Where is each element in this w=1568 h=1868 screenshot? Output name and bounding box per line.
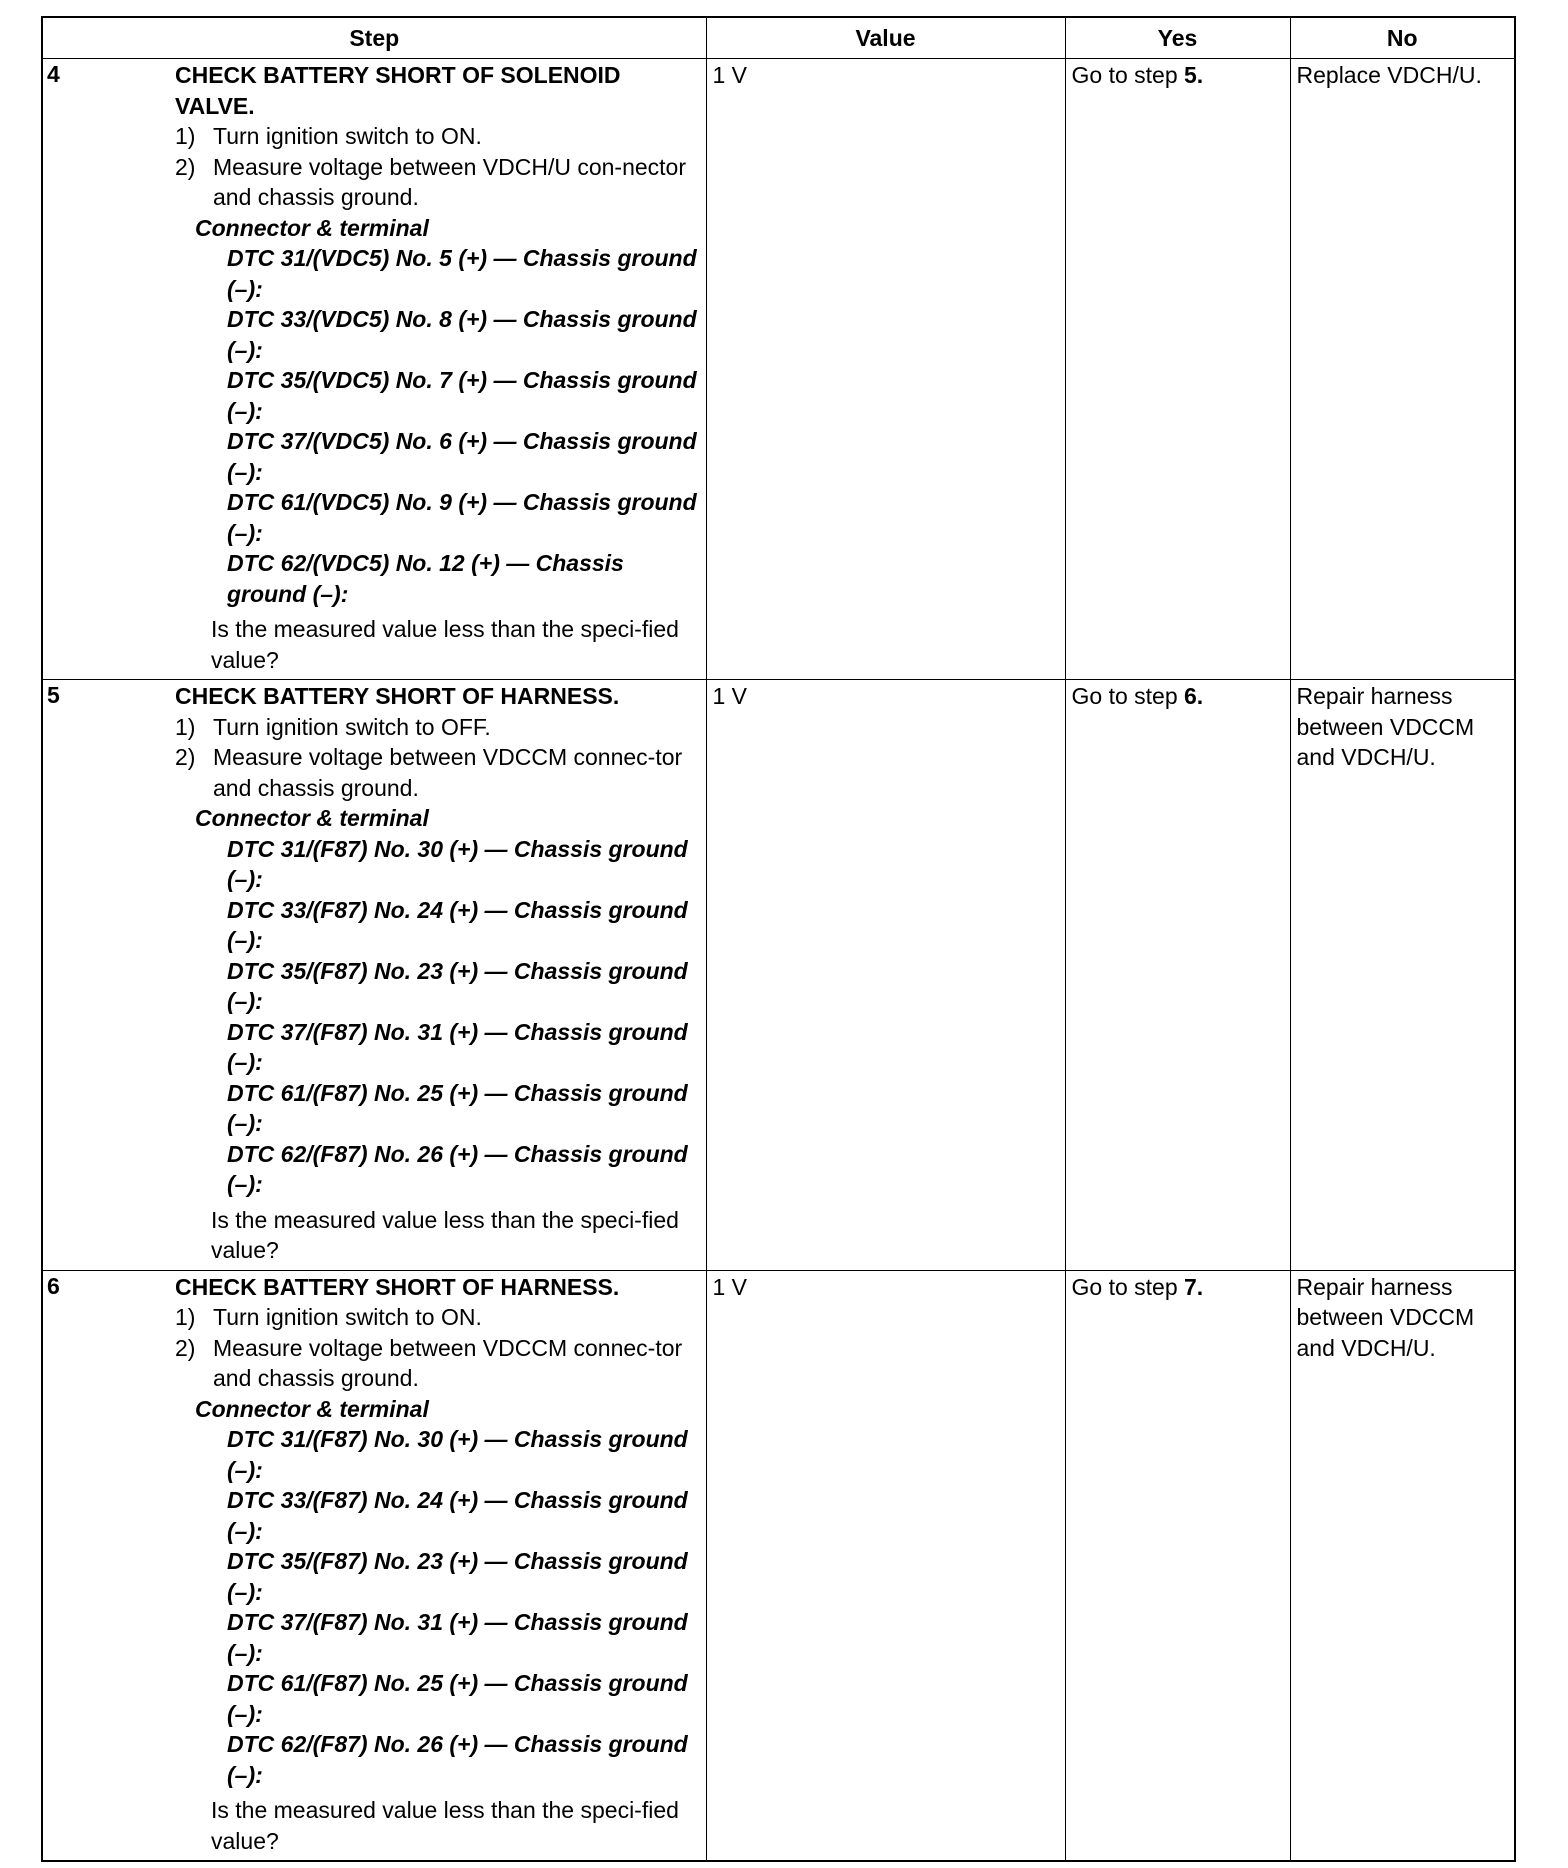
connector-heading: Connector & terminal xyxy=(195,214,429,241)
table-row xyxy=(42,680,1515,1271)
step-number: 6 xyxy=(47,1272,60,1299)
table-row xyxy=(42,1270,1515,1861)
step-question: Is the measured value less than the speci-fied value? xyxy=(211,616,679,673)
yes-text: Go to step 7. xyxy=(1071,1273,1204,1300)
header-no: No xyxy=(1290,17,1515,59)
step-title: CHECK BATTERY SHORT OF HARNESS. xyxy=(175,1273,620,1300)
header-step: Step xyxy=(42,17,706,59)
instruction-item: 1) Turn ignition switch to ON. xyxy=(175,1304,482,1330)
terminal-spec: DTC 61/(F87) No. 25 (+) — Chassis ground (–): xyxy=(227,1079,688,1136)
value-text: 1 V xyxy=(712,683,748,709)
terminal-spec: DTC 35/(F87) No. 23 (+) — Chassis ground (–): xyxy=(227,957,688,1014)
instruction-item: 1) Turn ignition switch to OFF. xyxy=(175,713,491,740)
step-question: Is the measured value less than the speci-fied value? xyxy=(211,1797,679,1854)
connector-heading: Connector & terminal xyxy=(195,1395,429,1422)
yes-cell xyxy=(1065,59,1290,680)
connector-heading: Connector & terminal xyxy=(195,805,429,831)
step-title: CHECK BATTERY SHORT OF HARNESS. xyxy=(175,683,620,709)
yes-text: Go to step 5. xyxy=(1071,62,1204,88)
step-number: 5 xyxy=(47,682,60,708)
terminal-spec: DTC 61/(F87) No. 25 (+) — Chassis ground (–): xyxy=(227,1670,688,1727)
terminal-spec: DTC 35/(VDC5) No. 7 (+) — Chassis ground (–): xyxy=(227,367,697,424)
instruction-item: 2) Measure voltage between VDCH/U con-nector and chassis ground. xyxy=(175,153,687,210)
terminal-spec: DTC 31/(VDC5) No. 5 (+) — Chassis ground (–): xyxy=(227,245,697,302)
no-text: Replace VDCH/U. xyxy=(1296,62,1482,88)
terminal-spec: DTC 31/(F87) No. 30 (+) — Chassis ground (–): xyxy=(227,835,688,892)
no-text: Repair harness between VDCCM and VDCH/U. xyxy=(1296,683,1475,770)
terminal-spec: DTC 62/(VDC5) No. 12 (+) — Chassis ground (–): xyxy=(227,550,624,607)
no-cell xyxy=(1290,1270,1515,1861)
step-cell xyxy=(42,680,706,1271)
yes-step-ref: 5. xyxy=(1184,62,1204,88)
yes-text: Go to step 6. xyxy=(1071,683,1204,709)
header-value: Value xyxy=(706,17,1065,59)
terminal-spec: DTC 33/(VDC5) No. 8 (+) — Chassis ground (–): xyxy=(227,306,697,363)
step-title: CHECK BATTERY SHORT OF SOLENOID VALVE. xyxy=(175,62,621,119)
no-cell xyxy=(1290,680,1515,1271)
value-text: 1 V xyxy=(712,62,748,88)
diagnostic-table xyxy=(41,16,1516,1862)
terminal-spec: DTC 37/(F87) No. 31 (+) — Chassis ground (–): xyxy=(227,1609,688,1666)
step-cell xyxy=(42,59,706,680)
instruction-item: 1) Turn ignition switch to ON. xyxy=(175,123,482,149)
terminal-spec: DTC 62/(F87) No. 26 (+) — Chassis ground (–): xyxy=(227,1731,688,1788)
terminal-spec: DTC 61/(VDC5) No. 9 (+) — Chassis ground (–): xyxy=(227,489,697,546)
terminal-spec: DTC 62/(F87) No. 26 (+) — Chassis ground (–): xyxy=(227,1140,688,1197)
header-yes: Yes xyxy=(1065,17,1290,59)
step-question: Is the measured value less than the speci-fied value? xyxy=(211,1206,679,1263)
terminal-spec: DTC 33/(F87) No. 24 (+) — Chassis ground (–): xyxy=(227,1487,688,1544)
instruction-item: 2) Measure voltage between VDCCM connec-tor and chassis ground. xyxy=(175,1334,683,1391)
terminal-spec: DTC 33/(F87) No. 24 (+) — Chassis ground (–): xyxy=(227,896,688,953)
instruction-item: 2) Measure voltage between VDCCM connec-tor and chassis ground. xyxy=(175,744,683,801)
value-cell xyxy=(706,680,1065,1271)
table-row xyxy=(42,59,1515,680)
yes-step-ref: 6. xyxy=(1184,683,1204,709)
no-cell xyxy=(1290,59,1515,680)
terminal-spec: DTC 35/(F87) No. 23 (+) — Chassis ground (–): xyxy=(227,1548,688,1605)
no-text: Repair harness between VDCCM and VDCH/U. xyxy=(1296,1273,1475,1361)
value-cell xyxy=(706,1270,1065,1861)
step-number: 4 xyxy=(47,61,60,87)
terminal-spec: DTC 31/(F87) No. 30 (+) — Chassis ground (–): xyxy=(227,1426,688,1483)
yes-cell xyxy=(1065,1270,1290,1861)
value-text: 1 V xyxy=(712,1273,748,1300)
step-cell xyxy=(42,1270,706,1861)
value-cell xyxy=(706,59,1065,680)
yes-step-ref: 7. xyxy=(1184,1273,1204,1300)
terminal-spec: DTC 37/(VDC5) No. 6 (+) — Chassis ground (–): xyxy=(227,428,697,485)
yes-cell xyxy=(1065,680,1290,1271)
terminal-spec: DTC 37/(F87) No. 31 (+) — Chassis ground (–): xyxy=(227,1018,688,1075)
table-header-row xyxy=(42,17,1515,59)
